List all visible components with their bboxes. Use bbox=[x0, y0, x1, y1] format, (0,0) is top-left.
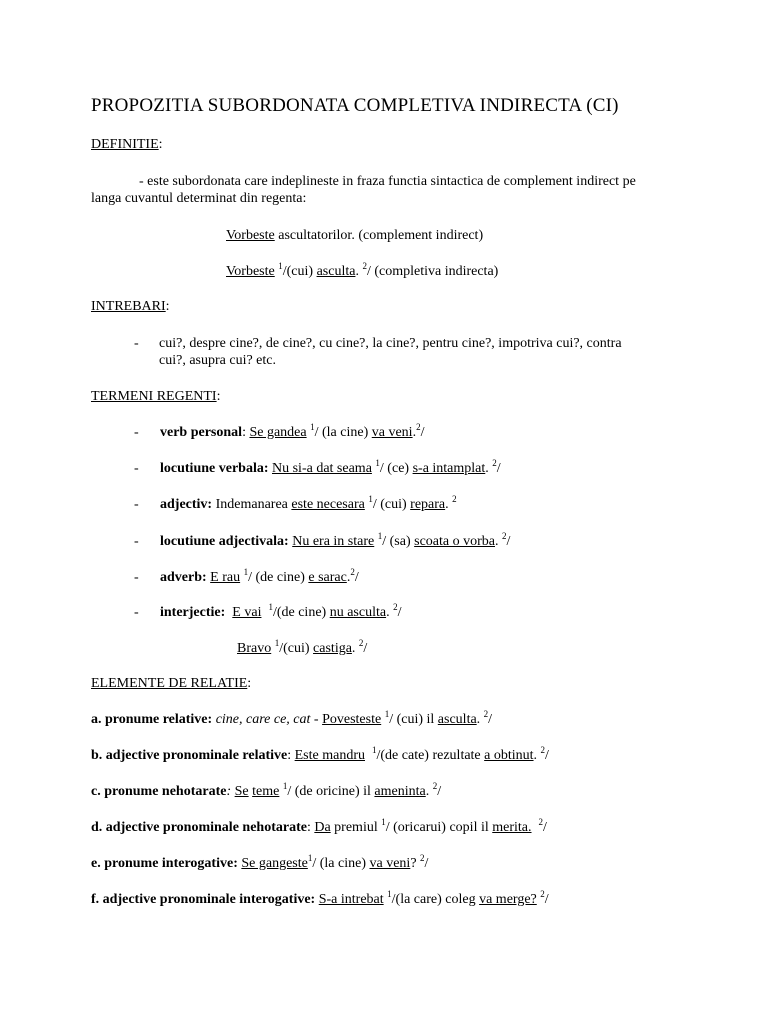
sup-2: 2 bbox=[393, 602, 398, 612]
termeni-locutiune-adjectivala bbox=[160, 533, 510, 550]
sup-1: 1 bbox=[268, 602, 273, 612]
loca-sub: scoata o vorba bbox=[414, 534, 495, 549]
definitie-text-line2: langa cuvantul determinat din regenta: bbox=[91, 191, 307, 206]
sup-2: 2 bbox=[502, 531, 507, 541]
verb-sub: va veni bbox=[371, 425, 413, 440]
bravo-sub: castiga bbox=[313, 641, 352, 656]
c-punct: . bbox=[425, 784, 433, 799]
c-end: / bbox=[437, 784, 442, 799]
sup-1: 1 bbox=[387, 889, 392, 899]
b-punct: . bbox=[533, 748, 541, 763]
elemente-colon: : bbox=[247, 676, 252, 691]
d-middle: / (oricarui) copil il bbox=[385, 820, 493, 835]
adv-end: / bbox=[354, 570, 359, 585]
sup-1: 1 bbox=[243, 567, 249, 577]
d-regent: Da bbox=[314, 820, 331, 835]
adj-sub: repara bbox=[410, 497, 446, 512]
int-end: / bbox=[397, 605, 402, 620]
ex2-middle: /(cui) bbox=[282, 264, 317, 279]
definitie-colon: : bbox=[158, 137, 163, 152]
termeni-dash-6: - bbox=[134, 605, 139, 620]
e-middle: / (la cine) bbox=[312, 856, 370, 871]
a-end: / bbox=[488, 712, 493, 727]
locv-punct: . bbox=[485, 461, 493, 476]
e-regent: Se gangeste bbox=[241, 856, 308, 871]
sup-2: 2 bbox=[452, 494, 457, 504]
intrebari-line2: cui?, asupra cui? etc. bbox=[159, 353, 276, 368]
bravo-middle: /(cui) bbox=[279, 641, 314, 656]
c-label: c. pronume nehotarate bbox=[91, 784, 227, 799]
page-title: PROPOZITIA SUBORDONATA COMPLETIVA INDIRECTA (CI) bbox=[91, 95, 619, 116]
b-end: / bbox=[545, 748, 549, 763]
intrebari-line1: cui?, despre cine?, de cine?, cu cine?, la cine?, pentru cine?, impotriva cui?, contra bbox=[159, 336, 622, 351]
e-sub: va veni bbox=[369, 856, 411, 871]
locv-regent: Nu si-a dat seama bbox=[272, 461, 372, 476]
b-sub: a obtinut bbox=[484, 748, 534, 763]
sup-1: 1 bbox=[282, 781, 288, 791]
intrebari-colon: : bbox=[165, 299, 170, 314]
a-middle: / (cui) il bbox=[389, 712, 438, 727]
loca-regent: Nu era in stare bbox=[292, 534, 375, 549]
termeni-dash-5: - bbox=[134, 570, 139, 585]
sup-1: 1 bbox=[375, 458, 380, 468]
definitie-text-line1: - este subordonata care indeplineste in fraza functia sintactica de complement indirect pe bbox=[139, 174, 636, 189]
b-colon: : bbox=[287, 748, 295, 763]
sup-2: 2 bbox=[483, 709, 489, 719]
a-sub: asculta bbox=[437, 712, 477, 727]
termeni-adverb bbox=[160, 569, 359, 586]
f-middle: /(la care) coleg bbox=[391, 892, 480, 907]
d-end: / bbox=[543, 820, 547, 835]
c-regent-2: teme bbox=[252, 784, 280, 799]
termeni-heading bbox=[91, 388, 220, 405]
e-label: e. pronume interogative: bbox=[91, 856, 238, 871]
sup-1: 1 bbox=[377, 531, 383, 541]
ex2-verb: Vorbeste bbox=[226, 264, 275, 279]
d-sub: merita. bbox=[492, 820, 532, 835]
c-middle: / (de oricine) il bbox=[287, 784, 375, 799]
sup-1: 1 bbox=[381, 817, 386, 827]
e-punct: ? bbox=[410, 856, 421, 871]
elemente-d bbox=[91, 819, 547, 836]
definitie-heading bbox=[91, 136, 163, 153]
f-sub: va merge? bbox=[479, 892, 537, 907]
elemente-c bbox=[91, 783, 441, 800]
adjectiv-label: adjectiv: bbox=[160, 497, 213, 512]
sup-2: 2 bbox=[420, 853, 425, 863]
definitie-example-1 bbox=[226, 227, 483, 244]
c-sub: ameninta bbox=[374, 784, 426, 799]
b-label: b. adjective pronominale relative bbox=[91, 748, 288, 763]
adv-sub: e sarac bbox=[308, 570, 347, 585]
adj-regent: este necesara bbox=[291, 497, 365, 512]
ex2-punct: . bbox=[355, 264, 363, 279]
termeni-verb-personal: verb personal: Se gandea $^1$/ (la cine) va veni.$^2$/ bbox=[160, 422, 425, 440]
b-middle: /(de cate) rezultate bbox=[376, 748, 485, 763]
sup-2: 2 bbox=[416, 422, 421, 432]
sup-1: 1 bbox=[307, 853, 313, 863]
c-colon: : bbox=[226, 784, 235, 799]
termeni-dash-3: - bbox=[134, 497, 139, 512]
elemente-heading bbox=[91, 675, 251, 692]
d-label: d. adjective pronominale nehotarate bbox=[91, 820, 307, 835]
interjectie-label: interjectie: bbox=[160, 605, 226, 620]
adv-punct: . bbox=[346, 570, 351, 585]
loca-end: / bbox=[506, 534, 511, 549]
int-regent: E vai bbox=[232, 605, 262, 620]
loca-middle: / (sa) bbox=[382, 534, 415, 549]
elemente-f bbox=[91, 891, 549, 908]
sup-1: 1 bbox=[368, 494, 373, 504]
sup-2: 2 bbox=[362, 261, 367, 271]
int-middle: /(de cine) bbox=[272, 605, 330, 620]
elemente-b bbox=[91, 747, 549, 764]
termeni-heading-text: TERMENI REGENTI bbox=[91, 389, 217, 404]
verb-middle: / (la cine) bbox=[314, 425, 372, 440]
adv-middle: / (de cine) bbox=[248, 570, 309, 585]
termeni-dash-2: - bbox=[134, 461, 139, 476]
locv-end: / bbox=[496, 461, 501, 476]
elemente-heading-text: ELEMENTE DE RELATIE bbox=[91, 676, 248, 691]
ex2-rest: / (completiva indirecta) bbox=[366, 264, 499, 279]
sup-2: 2 bbox=[492, 458, 497, 468]
termeni-dash-1: - bbox=[134, 425, 139, 440]
adj-punct: . bbox=[445, 497, 453, 512]
intrebari-heading-text: INTREBARI bbox=[91, 299, 166, 314]
ex2-verb2: asculta bbox=[316, 264, 356, 279]
verb-end: / bbox=[420, 425, 425, 440]
e-end: / bbox=[424, 856, 429, 871]
locv-middle: / (ce) bbox=[379, 461, 413, 476]
definitie-example-2 bbox=[226, 263, 498, 280]
sup-2: 2 bbox=[358, 638, 364, 648]
f-label: f. adjective pronominale interogative: bbox=[91, 892, 316, 907]
bravo-punct: . bbox=[351, 641, 359, 656]
sup-2: 2 bbox=[538, 817, 544, 827]
adverb-label: adverb: bbox=[160, 570, 207, 585]
bravo-regent: Bravo bbox=[237, 641, 272, 656]
elemente-a bbox=[91, 711, 492, 728]
ex1-rest: ascultatorilor. (complement indirect) bbox=[274, 228, 484, 243]
sup-2: 2 bbox=[540, 745, 546, 755]
verb-personal-label: verb personal bbox=[160, 425, 243, 440]
sup-1: 1 bbox=[274, 638, 280, 648]
f-end: / bbox=[544, 892, 549, 907]
sup-1: 1 bbox=[384, 709, 390, 719]
a-dash: - bbox=[310, 712, 323, 727]
sup-1: 1 bbox=[278, 261, 283, 271]
termeni-adjectiv bbox=[160, 496, 457, 513]
f-regent: S-a intrebat bbox=[318, 892, 384, 907]
a-regent: Povesteste bbox=[322, 712, 382, 727]
locv-sub: s-a intamplat bbox=[412, 461, 486, 476]
ex1-verb: Vorbeste bbox=[226, 228, 275, 243]
elemente-e bbox=[91, 855, 428, 872]
int-sub: nu asculta bbox=[329, 605, 387, 620]
definitie-heading-text: DEFINITIE bbox=[91, 137, 159, 152]
adv-regent: E rau bbox=[210, 570, 241, 585]
adj-middle: / (cui) bbox=[372, 497, 411, 512]
sup-1: 1 bbox=[372, 745, 377, 755]
verb-regent: Se gandea bbox=[249, 425, 307, 440]
locutiune-verbala-label: locutiune verbala: bbox=[160, 461, 269, 476]
sup-2: 2 bbox=[540, 889, 545, 899]
int-punct: . bbox=[386, 605, 394, 620]
d-object: premiul bbox=[330, 820, 382, 835]
a-punct: . bbox=[476, 712, 484, 727]
intrebari-dash: - bbox=[134, 336, 139, 351]
a-examples: cine, care ce, cat bbox=[215, 712, 311, 727]
intrebari-heading bbox=[91, 298, 170, 315]
verb-punct: . bbox=[412, 425, 417, 440]
sup-1: 1 bbox=[310, 422, 315, 432]
loca-punct: . bbox=[495, 534, 502, 549]
adj-subject: Indemanarea bbox=[215, 497, 292, 512]
b-regent: Este mandru bbox=[294, 748, 365, 763]
locutiune-adjectivala-label: locutiune adjectivala: bbox=[160, 534, 289, 549]
a-label: a. pronume relative: bbox=[91, 712, 213, 727]
bravo-end: / bbox=[363, 641, 368, 656]
termeni-locutiune-verbala bbox=[160, 460, 501, 477]
termeni-bravo bbox=[237, 640, 367, 657]
c-regent-1: Se bbox=[234, 784, 249, 799]
d-colon: : bbox=[306, 820, 315, 835]
sup-2: 2 bbox=[350, 567, 355, 577]
termeni-interjectie bbox=[160, 604, 401, 621]
termeni-colon: : bbox=[216, 389, 221, 404]
termeni-dash-4: - bbox=[134, 534, 139, 549]
sup-2: 2 bbox=[432, 781, 438, 791]
